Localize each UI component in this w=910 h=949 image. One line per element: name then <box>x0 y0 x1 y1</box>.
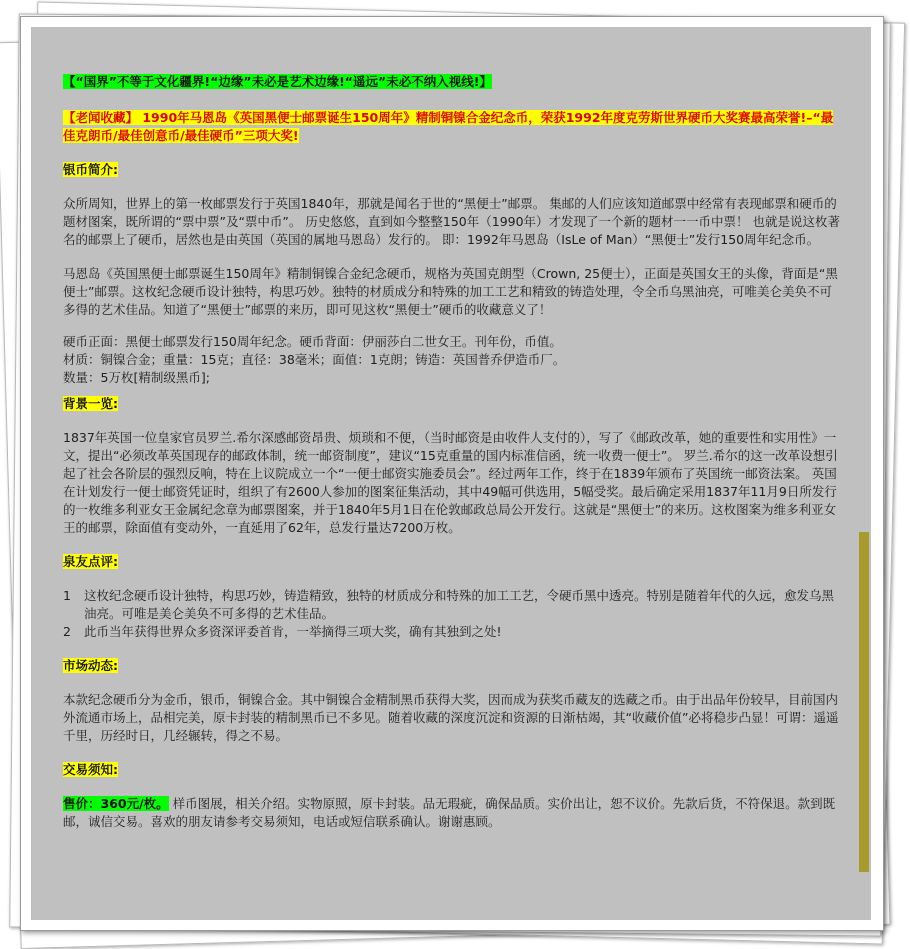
background-heading: 背景一览: <box>63 396 118 411</box>
background-paragraph: 1837年英国一位皇家官员罗兰.希尔深感邮资昂贵、烦琐和不便，（当时邮资是由收件人支付的），写了《邮政改革，她的重要性和实用性》一文，提出“必须改革英国现存的邮政体制，统一邮资制度”，建议“15克重量的国内标准信函，统一收费一便士”。 罗兰.希尔的这一改革设想引起了社会各阶层的强烈反响，特在上议院成立一个“一便士邮资实施委员会”。经过两年工作，终于在1839年颁布了英国统一邮资法案。 英国在计划发行一便士邮资凭证时，组织了有2600人参加的图案征集活动，其中49幅可供选用，5幅受奖。最后确定采用1837年11月9日所发行的一枚维多利亚女王金属纪念章为邮票图案，并于1840年5月1日在伦敦邮政总局公开发行。这就是“黑便士”的来历。这枚图案为维多利亚女王的邮票，除面值有变动外，一直延用了62年，总发行量达7200万枚。 <box>63 430 838 535</box>
price-badge: 售价：360元/枚。 <box>63 796 169 811</box>
section-heading-market <box>63 657 843 675</box>
list-item <box>63 587 843 623</box>
review-text: 这枚纪念硬币设计独特，构思巧妙，铸造精致，独特的材质成分和特殊的加工工艺，令硬币黑中透亮。特别是随着年代的久远，愈发乌黑油亮。可唯是美仑美奂不可多得的艺术佳品。 <box>84 588 835 621</box>
coin-spec-quantity: 数量：5万枚[精制级黑币]; <box>63 370 210 385</box>
intro-heading: 银币简介: <box>63 162 118 177</box>
section-heading-intro <box>63 161 843 179</box>
headline <box>63 109 843 145</box>
section-heading-reviews <box>63 553 843 571</box>
headline-text: 【老闻收藏】 1990年马恩岛《英国黑便士邮票诞生150周年》精制铜镍合金纪念币，荣获1992年度克劳斯世界硬币大奖赛最高荣誉!–“最佳克朗币/最佳创意币/最佳硬币”三项大奖! <box>63 110 834 143</box>
market-paragraph: 本款纪念硬币分为金币，银币，铜镍合金。其中铜镍合金精制黑币获得大奖，因而成为获奖币藏友的选藏之币。由于出品年份较早，目前国内外流通市场上，品相完美，原卡封装的精制黑币已不多见。随着收藏的深度沉淀和资源的日渐枯竭，其“收藏价值”必将稳步凸显！可谓：遥遥千里，历经时日，几经辗转，得之不易。 <box>63 692 839 743</box>
intro-paragraph-2: 马恩岛《英国黑便士邮票诞生150周年》精制铜镍合金纪念硬币，规格为英国克朗型（Crown, 25便士），正面是英国女王的头像，背面是“黑便士”邮票。这枚纪念硬币设计独特，构思巧妙。独特的材质成分和特殊的加工工艺和精致的铸造处理，令全币乌黑油亮，可唯美仑美奂不可多得的艺术佳品。知道了“黑便士”邮票的来历，即可见这枚“黑便士”硬币的收藏意义了！ <box>63 266 838 317</box>
section-heading-trade <box>63 761 843 779</box>
review-text: 此币当年获得世界众多资深评委首肯，一举摘得三项大奖，确有其独到之处! <box>84 624 502 639</box>
listing-panel <box>31 27 871 920</box>
trade-heading: 交易须知: <box>63 762 118 777</box>
trade-terms: 样币图展，相关介绍。实物原照，原卡封装。品无瑕疵，确保品质。实价出让，恕不议价。先款后货，不符保退。款到既邮，诚信交易。喜欢的朋友请参考交易须知，电话或短信联系确认。谢谢惠顾。 <box>63 796 836 829</box>
banner-line <box>63 73 843 91</box>
listing-content <box>63 73 843 831</box>
coin-spec-material: 材质：铜镍合金；重量：15克；直径：38毫米；面值：1克朗；铸造：英国普乔伊造币厂。 <box>63 352 566 367</box>
panel-edge-stripe <box>859 532 869 872</box>
review-number: 1 <box>63 588 71 603</box>
intro-paragraph-1: 众所周知，世界上的第一枚邮票发行于英国1840年，那就是闻名于世的“黑便士”邮票。 集邮的人们应该知道邮票中经常有表现邮票和硬币的题材图案，既所谓的“票中票”及“票中币”。 历史悠悠，直到如今整整150年（1990年）才发现了一个新的题材一一币中票！ 也就是说这枚著名的邮票上了硬币，居然也是由英国（英国的属地马恩岛）发行的。 即：1992年马恩岛（IsLe of Man）“黑便士”发行150周年纪念币。 <box>63 196 841 247</box>
review-number: 2 <box>63 624 71 639</box>
reviews-list <box>63 587 843 641</box>
market-heading: 市场动态: <box>63 658 118 673</box>
section-heading-background <box>63 395 843 413</box>
list-item <box>63 623 843 641</box>
reviews-heading: 泉友点评: <box>63 554 118 569</box>
banner-text: 【“国界”不等于文化疆界!“边缘”未必是艺术边缘!“遥远”未必不纳入视线!】 <box>63 74 492 89</box>
photo-frame <box>20 16 884 931</box>
coin-spec-faces: 硬币正面：黑便士邮票发行150周年纪念。硬币背面：伊丽莎白二世女王。刊年份，币值。 <box>63 334 562 349</box>
trade-paragraph <box>63 795 843 831</box>
